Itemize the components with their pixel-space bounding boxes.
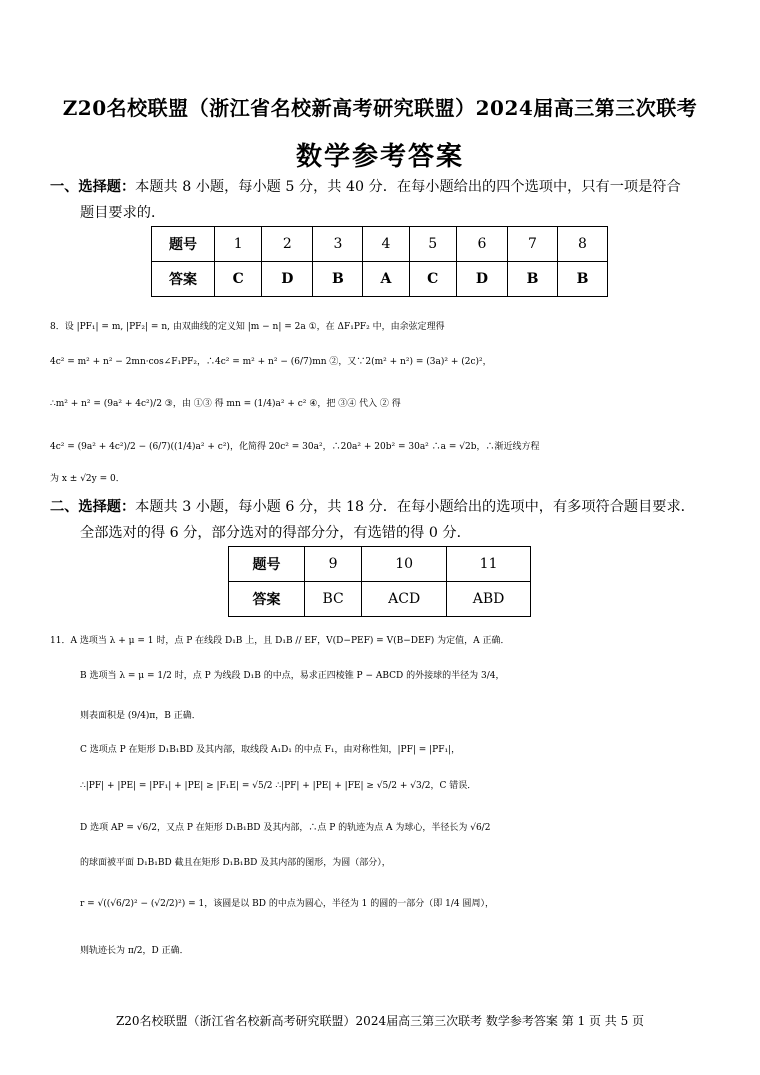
q11-option-c-line1: C 选项点 P 在矩形 D₁B₁BD 及其内部，取线段 A₁D₁ 的中点 F₁，由对称性知，|PF| = |PF₁|， bbox=[80, 745, 461, 755]
q11-option-a: 11．A 选项当 λ + μ = 1 时，点 P 在线段 D₁B 上，且 D₁B // EF，V(D−PEF) = V(B−DEF) 为定值，A 正确． bbox=[50, 636, 510, 646]
section2-desc-line1: 本题共 3 小题，每小题 6 分，共 18 分．在每小题给出的选项中，有多项符合题目要求． bbox=[135, 499, 695, 515]
section2-answer-table bbox=[228, 546, 531, 617]
section2-description bbox=[50, 494, 716, 546]
q8-line2: 4c² = m² + n² − 2mn·cos∠F₁PF₂，∴4c² = m² + n² − (6/7)mn ②，又∵2(m² + n²) = (3a)² + (2c)²， bbox=[50, 357, 492, 367]
page-footer: Z20名校联盟（浙江省名校新高考研究联盟）2024届高三第三次联考 数学参考答案 第 1 页 共 5 页 bbox=[115, 1014, 645, 1028]
question-number: 2 bbox=[262, 227, 313, 262]
table-row bbox=[229, 547, 531, 582]
question-number: 10 bbox=[362, 547, 447, 582]
answer-cell: BC bbox=[305, 582, 362, 617]
q11-option-d-line4: 则轨迹长为 π/2，D 正确． bbox=[80, 946, 189, 956]
answer-cell: B bbox=[557, 262, 607, 297]
answer-cell: ACD bbox=[362, 582, 447, 617]
table-row bbox=[229, 582, 531, 617]
answer-cell: D bbox=[262, 262, 313, 297]
q8-line5: 为 x ± √2y = 0． bbox=[50, 474, 125, 484]
section1-description bbox=[50, 174, 716, 226]
section1-answer-table bbox=[151, 226, 608, 297]
answer-cell: C bbox=[409, 262, 456, 297]
answer-cell: B bbox=[508, 262, 558, 297]
table-row bbox=[152, 262, 608, 297]
q8-line3: ∴m² + n² = (9a² + 4c²)/2 ③，由 ①③ 得 mn = (1/4)a² + c² ④，把 ③④ 代入 ② 得 bbox=[50, 399, 401, 409]
answer-cell: A bbox=[363, 262, 409, 297]
question-number: 7 bbox=[508, 227, 558, 262]
table-header-label: 题号 bbox=[152, 227, 215, 262]
q11-option-d-line2: 的球面被平面 D₁B₁BD 截且在矩形 D₁B₁BD 及其内部的图形，为圆（部分）， bbox=[80, 858, 391, 868]
q11-option-b-line2: 则表面积是 (9/4)π，B 正确． bbox=[80, 711, 201, 721]
answer-cell: B bbox=[313, 262, 363, 297]
section1-desc-line2: 题目要求的． bbox=[80, 205, 166, 221]
q11-option-d-line3: r = √((√6/2)² − (√2/2)²) = 1，该圆是以 BD 的中点为圆心，半径为 1 的圆的一部分（即 1/4 圆周）， bbox=[80, 899, 494, 909]
page-title: Z20名校联盟（浙江省名校新高考研究联盟）2024届高三第三次联考 bbox=[62, 96, 698, 120]
table-row bbox=[152, 227, 608, 262]
table-header-label: 题号 bbox=[229, 547, 305, 582]
section1-desc-line1: 本题共 8 小题，每小题 5 分，共 40 分．在每小题给出的四个选项中，只有一项是符合 bbox=[135, 179, 681, 195]
q11-option-d-line1: D 选项 AP = √6/2，又点 P 在矩形 D₁B₁BD 及其内部，∴点 P 的轨迹为点 A 为球心，半径长为 √6/2 bbox=[80, 823, 491, 833]
answer-cell: C bbox=[215, 262, 262, 297]
question-number: 11 bbox=[447, 547, 531, 582]
table-answer-label: 答案 bbox=[152, 262, 215, 297]
question-number: 4 bbox=[363, 227, 409, 262]
q8-line4: 4c² = (9a² + 4c²)/2 − (6/7)((1/4)a² + c²)，化简得 20c² = 30a²，∴20a² + 20b² = 30a² ∴a = √2b，∴渐近线方程 bbox=[50, 442, 540, 452]
question-number: 5 bbox=[409, 227, 456, 262]
answer-cell: ABD bbox=[447, 582, 531, 617]
q11-option-c-line2: ∴|PF| + |PE| = |PF₁| + |PE| ≥ |F₁E| = √5/2 ∴|PF| + |PE| + |FE| ≥ √5/2 + √3/2，C 错误． bbox=[80, 781, 477, 791]
q11-option-b-line1: B 选项当 λ = μ = 1/2 时，点 P 为线段 D₁B 的中点，易求正四棱锥 P − ABCD 的外接球的半径为 3/4， bbox=[80, 671, 505, 681]
q8-line1: 8．设 |PF₁| = m, |PF₂| = n, 由双曲线的定义知 |m − n| = 2a ①，在 ΔF₁PF₂ 中，由余弦定理得 bbox=[50, 322, 445, 332]
section1-label: 一、选择题： bbox=[50, 179, 136, 195]
question-number: 9 bbox=[305, 547, 362, 582]
section2-desc-line2: 全部选对的得 6 分，部分选对的得部分分，有选错的得 0 分． bbox=[80, 525, 471, 541]
section2-label: 二、选择题： bbox=[50, 499, 136, 515]
question-number: 8 bbox=[557, 227, 607, 262]
page-subtitle: 数学参考答案 bbox=[295, 142, 464, 172]
question-number: 6 bbox=[456, 227, 507, 262]
answer-cell: D bbox=[456, 262, 507, 297]
question-number: 3 bbox=[313, 227, 363, 262]
question-number: 1 bbox=[215, 227, 262, 262]
table-answer-label: 答案 bbox=[229, 582, 305, 617]
